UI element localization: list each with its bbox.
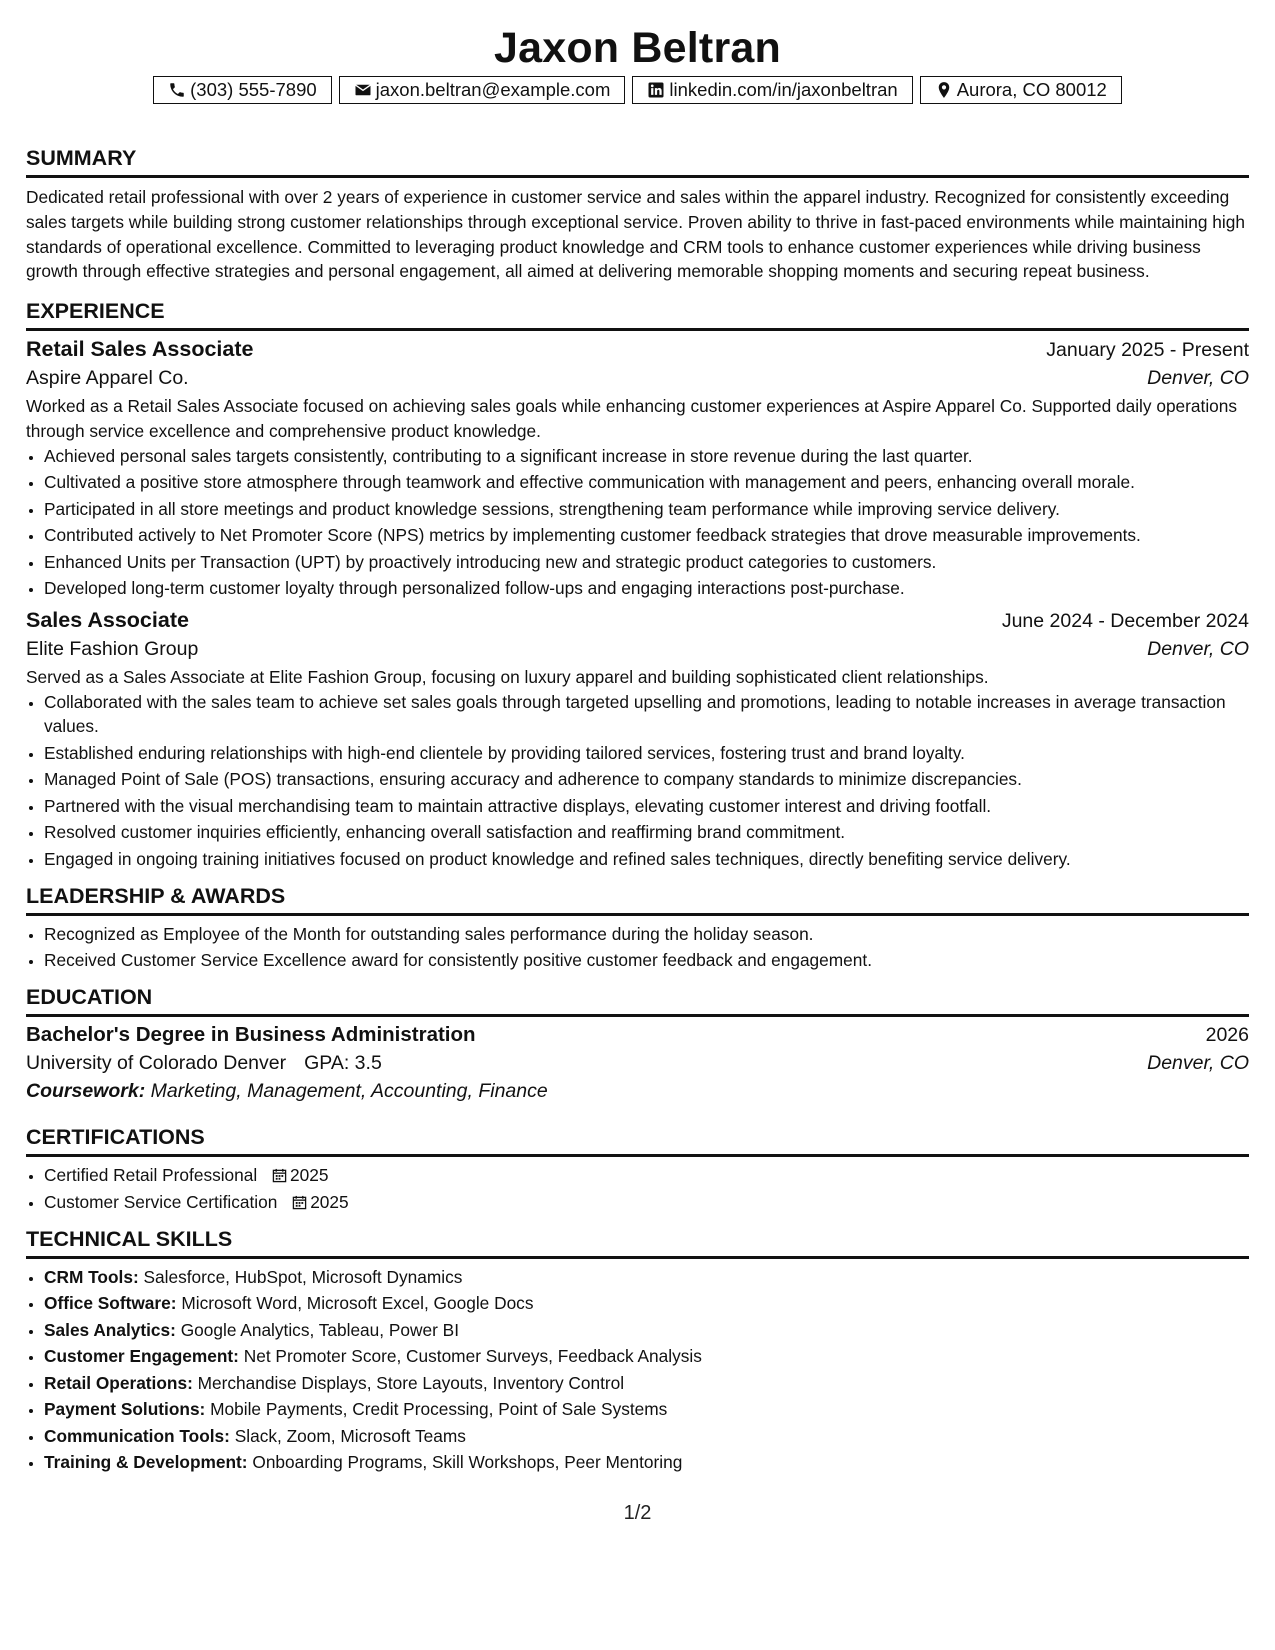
- job-entry: [26, 608, 1249, 870]
- list-item: [44, 1291, 1249, 1315]
- skill-value: Slack, Zoom, Microsoft Teams: [234, 1425, 466, 1446]
- list-item: • Established enduring relationships with high-end clientele by providing tailored services, fostering trust and brand loyalty.: [44, 741, 1249, 765]
- list-item: [44, 1344, 1249, 1368]
- skills-heading: TECHNICAL SKILLS: [26, 1225, 1249, 1259]
- page-number: 1/2: [623, 1502, 652, 1524]
- skill-label: CRM Tools:: [44, 1266, 139, 1287]
- skill-label: Communication Tools:: [44, 1425, 230, 1446]
- calendar-icon: [272, 1168, 287, 1183]
- coursework-label: Coursework:: [26, 1080, 146, 1103]
- certifications-section: [26, 1123, 1249, 1214]
- list-item: • Participated in all store meetings and product knowledge sessions, strengthening team performance while improving service delivery.: [44, 497, 1249, 521]
- coursework-list: Marketing, Management, Accounting, Finance: [150, 1080, 548, 1103]
- list-item: • Contributed actively to Net Promoter Score (NPS) metrics by implementing customer feedback strategies that drove measurable improvements.: [44, 523, 1249, 547]
- cert-year: 2025: [310, 1191, 349, 1212]
- list-item: [44, 1265, 1249, 1289]
- candidate-name: Jaxon Beltran: [494, 24, 781, 72]
- job-entry: [26, 337, 1249, 600]
- summary-section: [26, 144, 1249, 284]
- skill-value: Google Analytics, Tableau, Power BI: [180, 1319, 459, 1340]
- contact-linkedin[interactable]: [632, 76, 912, 104]
- job-dates: June 2024 - December 2024: [1001, 610, 1249, 633]
- leadership-bullets: [26, 922, 1249, 973]
- school-name: University of Colorado Denver: [26, 1052, 287, 1075]
- cert-year: 2025: [290, 1165, 329, 1186]
- skill-value: Net Promoter Score, Customer Surveys, Feedback Analysis: [243, 1346, 702, 1367]
- contact-phone-text: (303) 555-7890: [190, 79, 317, 100]
- job-location: Denver, CO: [1147, 638, 1249, 661]
- job-title: Retail Sales Associate: [26, 337, 254, 362]
- contact-linkedin-text: linkedin.com/in/jaxonbeltran: [669, 79, 898, 100]
- leadership-heading: LEADERSHIP & AWARDS: [26, 882, 1249, 916]
- certifications-list: [26, 1163, 1249, 1214]
- job-title: Sales Associate: [26, 608, 189, 633]
- list-item: • Developed long-term customer loyalty through personalized follow-ups and engaging interactions post-purchase.: [44, 576, 1249, 600]
- job-company: Elite Fashion Group: [26, 638, 199, 661]
- list-item: • Resolved customer inquiries efficiently, enhancing overall satisfaction and reaffirming brand commitment.: [44, 820, 1249, 844]
- school-location: Denver, CO: [1147, 1052, 1249, 1075]
- job-dates: January 2025 - Present: [1046, 339, 1249, 362]
- contact-location-text: Aurora, CO 80012: [956, 79, 1107, 100]
- summary-heading: SUMMARY: [26, 144, 1249, 178]
- list-item: • Partnered with the visual merchandising team to maintain attractive displays, elevating customer interest and driving footfall.: [44, 794, 1249, 818]
- experience-section: [26, 297, 1249, 870]
- list-item: • Recognized as Employee of the Month for outstanding sales performance during the holiday season.: [44, 922, 1249, 946]
- skill-label: Office Software:: [44, 1293, 177, 1314]
- envelope-icon: [354, 81, 372, 99]
- list-item: • Achieved personal sales targets consistently, contributing to a significant increase in store revenue during the last quarter.: [44, 444, 1249, 468]
- contact-phone[interactable]: [153, 76, 332, 104]
- job-location: Denver, CO: [1147, 367, 1249, 390]
- skill-label: Retail Operations:: [44, 1372, 193, 1393]
- list-item: [44, 1397, 1249, 1421]
- list-item: [44, 1450, 1249, 1474]
- contact-email[interactable]: [339, 76, 626, 104]
- job-bullets: [26, 444, 1249, 601]
- skill-value: Mobile Payments, Credit Processing, Point of Sale Systems: [210, 1399, 668, 1420]
- list-item: • Engaged in ongoing training initiatives focused on product knowledge and refined sales techniques, directly benefiting service delivery.: [44, 847, 1249, 871]
- skill-label: Customer Engagement:: [44, 1346, 239, 1367]
- job-description: Worked as a Retail Sales Associate focused on achieving sales goals while enhancing customer experiences at Aspire Apparel Co. Supported daily operations through service excellence and comprehensive product knowledge.: [26, 396, 1238, 441]
- resume-page: [26, 0, 1249, 1477]
- skill-value: Microsoft Word, Microsoft Excel, Google Docs: [181, 1293, 534, 1314]
- linkedin-icon: [647, 81, 665, 99]
- skill-value: Merchandise Displays, Store Layouts, Inventory Control: [197, 1372, 625, 1393]
- skill-label: Sales Analytics:: [44, 1319, 176, 1340]
- gpa: GPA: 3.5: [304, 1052, 382, 1075]
- job-company: Aspire Apparel Co.: [26, 367, 189, 390]
- coursework: [26, 1080, 1249, 1103]
- graduation-year: 2026: [1205, 1024, 1249, 1047]
- list-item: • Cultivated a positive store atmosphere through teamwork and effective communication with management and peers, enhancing overall morale.: [44, 470, 1249, 494]
- phone-icon: [168, 81, 186, 99]
- certifications-heading: CERTIFICATIONS: [26, 1123, 1249, 1157]
- calendar-icon: [292, 1195, 307, 1210]
- skill-value: Onboarding Programs, Skill Workshops, Peer Mentoring: [252, 1452, 683, 1473]
- leadership-section: [26, 882, 1249, 973]
- list-item: • Received Customer Service Excellence award for consistently positive customer feedback and engagement.: [44, 948, 1249, 972]
- cert-name: Certified Retail Professional: [44, 1165, 258, 1186]
- cert-name: Customer Service Certification: [44, 1191, 278, 1212]
- map-pin-icon: [935, 81, 953, 99]
- list-item: • Managed Point of Sale (POS) transactions, ensuring accuracy and adherence to company standards to minimize discrepancies.: [44, 767, 1249, 791]
- list-item: • Enhanced Units per Transaction (UPT) by proactively introducing new and strategic product categories to customers.: [44, 550, 1249, 574]
- skill-value: Salesforce, HubSpot, Microsoft Dynamics: [143, 1266, 463, 1287]
- skills-list: [26, 1265, 1249, 1475]
- education-heading: EDUCATION: [26, 983, 1249, 1017]
- contact-bar: [26, 76, 1249, 108]
- contact-email-text: jaxon.beltran@example.com: [375, 79, 611, 100]
- list-item: [44, 1163, 1249, 1187]
- list-item: [44, 1190, 1249, 1214]
- education-section: [26, 983, 1249, 1103]
- job-description: Served as a Sales Associate at Elite Fashion Group, focusing on luxury apparel and building sophisticated client relationships.: [26, 667, 989, 688]
- list-item: [44, 1371, 1249, 1395]
- job-bullets: [26, 690, 1249, 871]
- skill-label: Payment Solutions:: [44, 1399, 206, 1420]
- skills-section: [26, 1225, 1249, 1475]
- contact-location: [920, 76, 1122, 104]
- list-item: [44, 1424, 1249, 1448]
- list-item: • Collaborated with the sales team to achieve set sales goals through targeted upselling and promotions, leading to notable increases in average transaction values.: [44, 690, 1249, 738]
- experience-heading: EXPERIENCE: [26, 297, 1249, 331]
- list-item: [44, 1318, 1249, 1342]
- skill-label: Training & Development:: [44, 1452, 248, 1473]
- summary-text: Dedicated retail professional with over 2 years of experience in customer service and sales within the apparel industry. Recognized for consistently exceeding sales targets while building strong customer relationships through exceptional service. Proven ability to thrive in fast-paced environments while maintaining high standards of operational excellence. Committed to leveraging product knowledge and CRM tools to enhance customer experiences while driving business growth through effective strategies and personal engagement, all aimed at delivering memorable shopping moments and securing repeat business.: [26, 187, 1245, 282]
- degree-title: Bachelor's Degree in Business Administration: [26, 1023, 476, 1047]
